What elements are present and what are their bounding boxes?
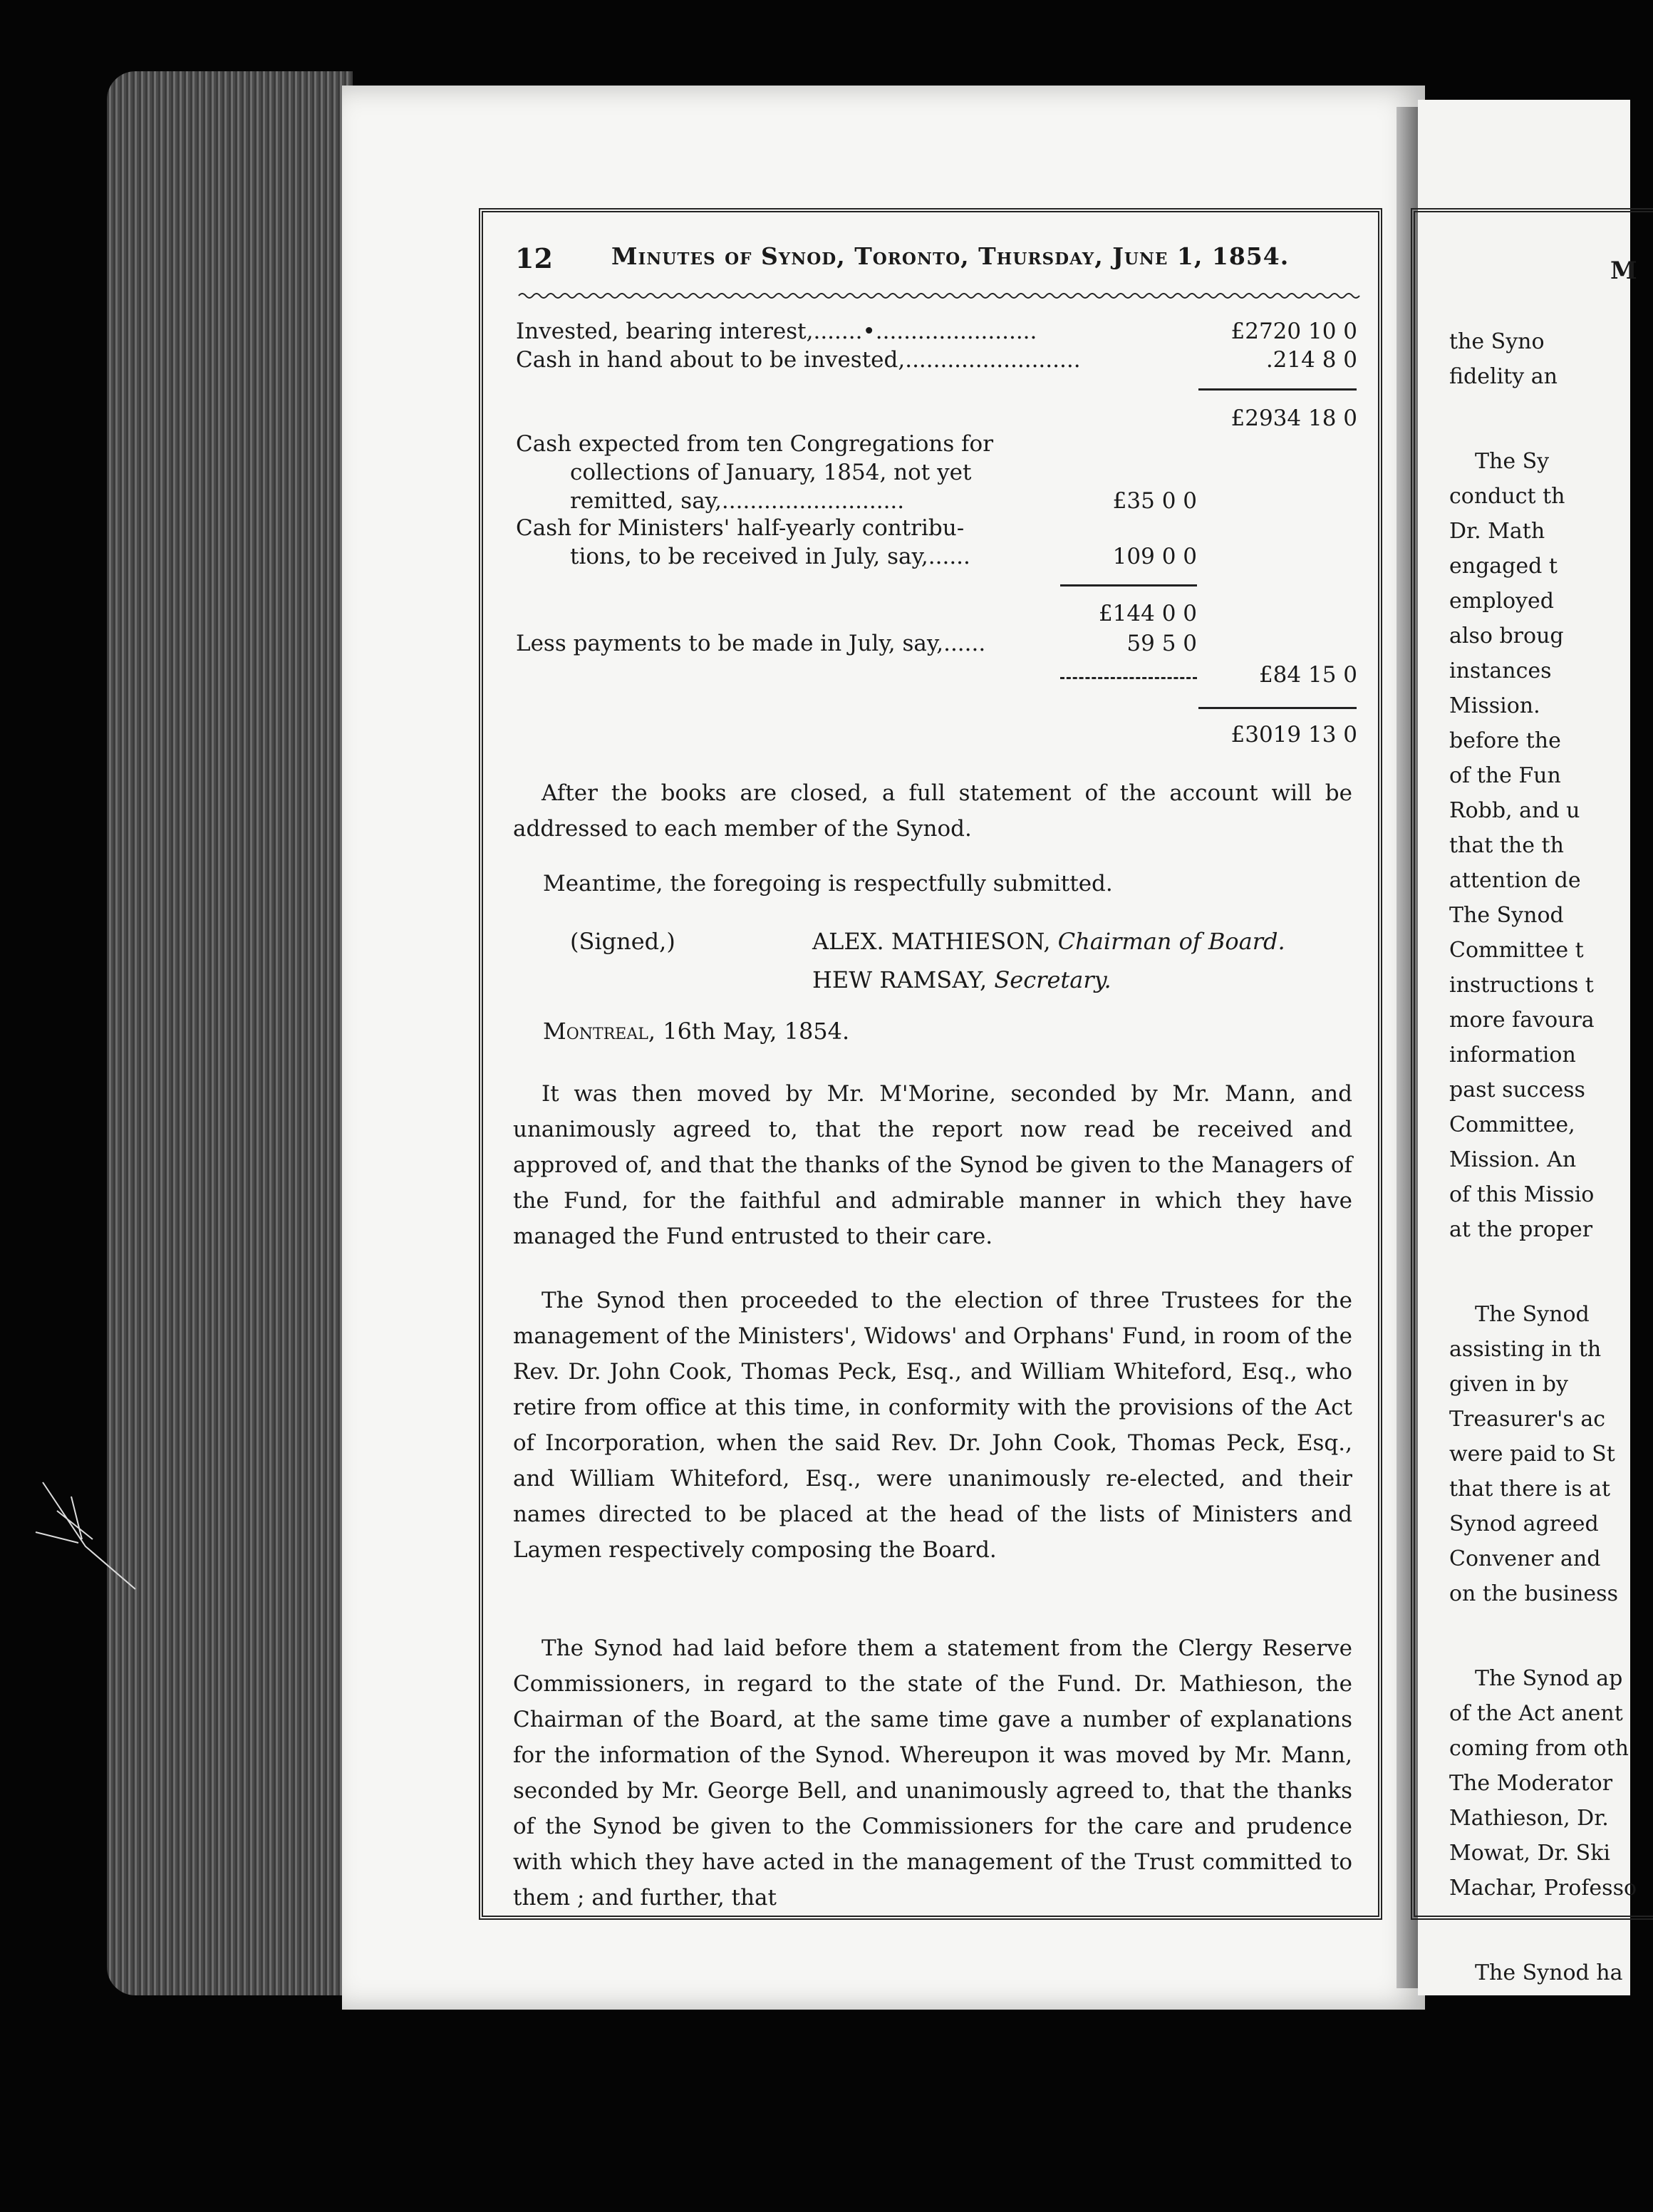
sum-rule <box>1198 707 1357 709</box>
paragraph-motion: It was then moved by Mr. M'Morine, seconded by Mr. Mann, and unanimously agreed to, that the report now read be received and approved of, and that the thanks of the Synod be given to the Managers of the Fund, for the faithful and admirable manner in which they have managed the Fund entrusted to their care. <box>513 1081 1352 1249</box>
right-page-line: information <box>1449 1043 1576 1068</box>
sum-rule <box>1060 584 1197 586</box>
expected-line-1: Cash expected from ten Congregations for <box>516 431 994 457</box>
right-page-line: attention de <box>1449 868 1581 893</box>
sum-rule <box>1060 677 1197 679</box>
right-page-line: conduct th <box>1449 484 1565 509</box>
right-page-line: past success <box>1449 1077 1585 1102</box>
right-page-line: coming from oth <box>1449 1736 1629 1761</box>
paragraph-clergy-reserve: The Synod had laid before them a statement from the Clergy Reserve Commissioners, in regard to the state of the Fund. Dr. Mathieson, the Chairman of the Board, at the same time gave a number of explanations for the information of the Synod. Whereupon it was moved by Mr. Mann, seconded by Mr. George Bell, and unanimously agreed to, that the thanks of the Synod be given to the Commissioners for the care and prudence with which they have acted in the management of the Trust committed to them ; and further, that <box>513 1635 1352 1911</box>
expected-amount: £35 0 0 <box>1112 488 1197 514</box>
right-page-line: The Synod ha <box>1475 1960 1623 1985</box>
right-page-line: employed <box>1449 589 1554 614</box>
place-date <box>543 1018 849 1045</box>
date: 16th May, 1854. <box>663 1018 850 1045</box>
fibre-debris <box>28 1468 142 1596</box>
right-page-line: The Sy <box>1475 449 1550 474</box>
right-page-line: on the business <box>1449 1581 1618 1606</box>
right-page-line: of the Act anent <box>1449 1701 1623 1726</box>
right-page-line: that there is at <box>1449 1477 1611 1502</box>
expected-line-3: remitted, say,.......................... <box>570 488 905 514</box>
right-page-line: of the Fun <box>1449 763 1561 788</box>
signature-1-title: Chairman of Board. <box>1057 928 1285 955</box>
right-page-line: fidelity an <box>1449 364 1558 389</box>
right-page-line: instructions t <box>1449 973 1594 998</box>
right-page-line: Convener and <box>1449 1546 1601 1571</box>
signed-label: (Signed,) <box>570 928 675 955</box>
right-page-line: before the <box>1449 728 1561 753</box>
place: Montreal, <box>543 1018 656 1045</box>
invested-label: Invested, bearing interest,.......•....................... <box>516 319 1037 344</box>
cash-invested-amount: .214 8 0 <box>1265 347 1357 373</box>
right-page-line: at the proper <box>1449 1217 1593 1242</box>
closing-paragraph: After the books are closed, a full statement of the account will be addressed to each member of the Synod. <box>513 780 1352 842</box>
expected-line-2: collections of January, 1854, not yet <box>570 460 972 485</box>
right-page-line: Robb, and u <box>1449 798 1580 823</box>
right-page-line: Mission. <box>1449 693 1540 718</box>
right-page-line: given in by <box>1449 1372 1568 1397</box>
page-number: 12 <box>515 242 553 274</box>
right-page-line: Committee t <box>1449 938 1584 963</box>
right-page-line: more favoura <box>1449 1008 1595 1033</box>
right-page-line: Dr. Math <box>1449 519 1545 544</box>
subtotal-1: £2934 18 0 <box>1230 405 1357 431</box>
subtotal-2: £144 0 0 <box>1098 601 1197 626</box>
right-page-line: The Synod <box>1475 1302 1590 1327</box>
sum-rule <box>1198 388 1357 391</box>
signature-1 <box>812 928 1285 955</box>
cash-invested-label: Cash in hand about to be invested,......................... <box>516 347 1081 373</box>
right-page-line: Machar, Professo <box>1449 1876 1637 1901</box>
right-page-line: Mission. An <box>1449 1147 1577 1172</box>
signature-2-title: Secretary. <box>994 966 1112 993</box>
wavy-rule <box>519 291 1359 301</box>
right-page-line: Treasurer's ac <box>1449 1407 1606 1432</box>
signature-2 <box>812 966 1112 993</box>
right-page-line: Committee, <box>1449 1112 1575 1137</box>
right-page-line: that the th <box>1449 833 1564 858</box>
right-page-line: The Moderator <box>1449 1771 1613 1796</box>
invested-amount: £2720 10 0 <box>1230 319 1357 344</box>
signature-2-name: HEW RAMSAY, <box>812 966 988 993</box>
right-page-line: The Synod ap <box>1475 1666 1623 1691</box>
signature-1-name: ALEX. MATHIESON, <box>812 928 1051 955</box>
grand-total: £3019 13 0 <box>1230 722 1357 748</box>
ministers-amount: 109 0 0 <box>1112 544 1197 569</box>
less-amount: 59 5 0 <box>1126 631 1197 656</box>
right-page-line: of this Missio <box>1449 1182 1595 1207</box>
right-page-line: were paid to St <box>1449 1442 1615 1467</box>
paragraph-trustees: The Synod then proceeded to the election of three Trustees for the management of the Ministers', Widows' and Orphans' Fund, in room of the Rev. Dr. John Cook, Thomas Peck, Esq., and William Whiteford, Esq., who retire from office at this time, in conformity with the provisions of the Act of Incorporation, when the said Rev. Dr. John Cook, Thomas Peck, Esq., and William Whiteford, Esq., were unanimously re-elected, and their names directed to be placed at the head of the lists of Ministers and Laymen respectively composing the Board. <box>513 1288 1352 1563</box>
less-label: Less payments to be made in July, say,...... <box>516 631 986 656</box>
ministers-line-1: Cash for Ministers' half-yearly contribu- <box>516 515 965 541</box>
right-page-line: The Synod <box>1449 903 1564 928</box>
book-page-edges <box>107 71 353 1995</box>
right-page-line: Mathieson, Dr. <box>1449 1806 1609 1831</box>
right-page-line: assisting in th <box>1449 1337 1602 1362</box>
right-page-line: engaged t <box>1449 554 1558 579</box>
right-page-line: the Syno <box>1449 329 1545 354</box>
running-head: Minutes of Synod, Toronto, Thursday, June 1, 1854. <box>611 242 1290 270</box>
submitted-line: Meantime, the foregoing is respectfully submitted. <box>543 871 1113 896</box>
right-page-line: instances <box>1449 658 1552 683</box>
right-page-line: Mowat, Dr. Ski <box>1449 1841 1610 1866</box>
ministers-line-2: tions, to be received in July, say,...... <box>570 544 970 569</box>
right-running-head: M <box>1610 257 1637 285</box>
net-amount: £84 15 0 <box>1258 662 1357 688</box>
right-page-line: also broug <box>1449 624 1564 648</box>
right-page-line: Synod agreed <box>1449 1511 1599 1536</box>
